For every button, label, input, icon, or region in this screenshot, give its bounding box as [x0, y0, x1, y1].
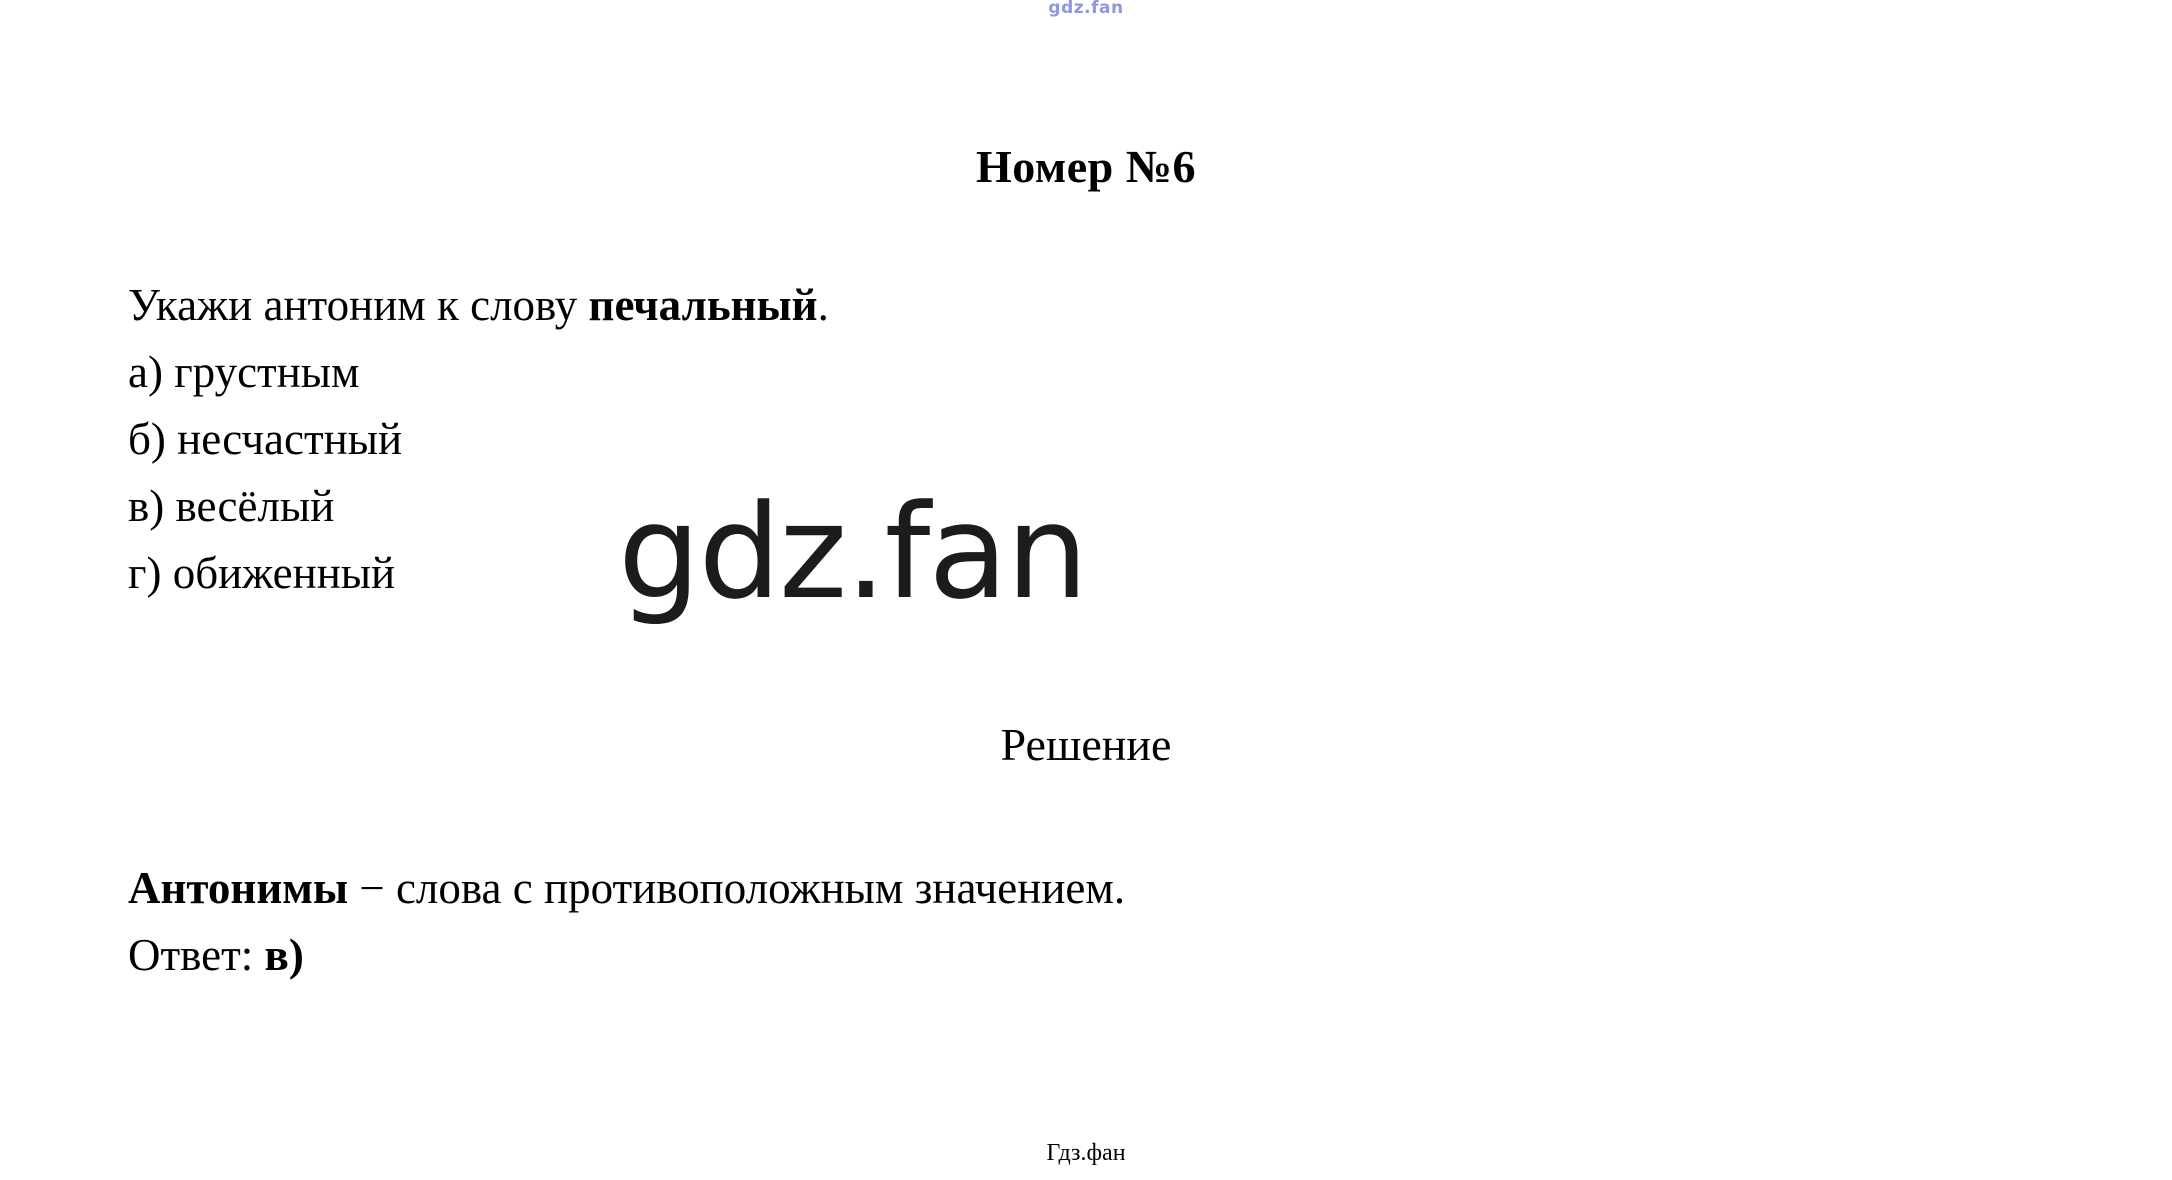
- task-option-g: г) обиженный: [128, 548, 396, 598]
- task-prompt-suffix: .: [817, 280, 829, 330]
- solution-answer-value: в): [264, 930, 304, 980]
- footer-watermark: Гдз.фан: [1046, 1140, 1126, 1166]
- center-watermark: gdz.fan: [618, 476, 1087, 628]
- solution-answer-label: Ответ:: [128, 930, 265, 980]
- task-option-a: а) грустным: [128, 347, 360, 397]
- task-option-v: в) весёлый: [128, 481, 335, 531]
- solution-definition-term: Антонимы: [128, 863, 349, 913]
- task-prompt-keyword: печальный: [588, 280, 818, 330]
- top-watermark: gdz.fan: [1048, 0, 1124, 18]
- task-option-b: б) несчастный: [128, 414, 403, 464]
- task-prompt-prefix: Укажи антоним к слову: [128, 280, 589, 330]
- solution-answer: [128, 922, 1928, 989]
- task-prompt: [128, 272, 1528, 339]
- solution-block: [128, 855, 1928, 989]
- solution-definition: [128, 855, 1928, 922]
- page-title: Номер №6: [976, 141, 1196, 192]
- solution-heading: Решение: [1000, 719, 1172, 770]
- solution-definition-text: − слова с противоположным значением.: [348, 863, 1126, 913]
